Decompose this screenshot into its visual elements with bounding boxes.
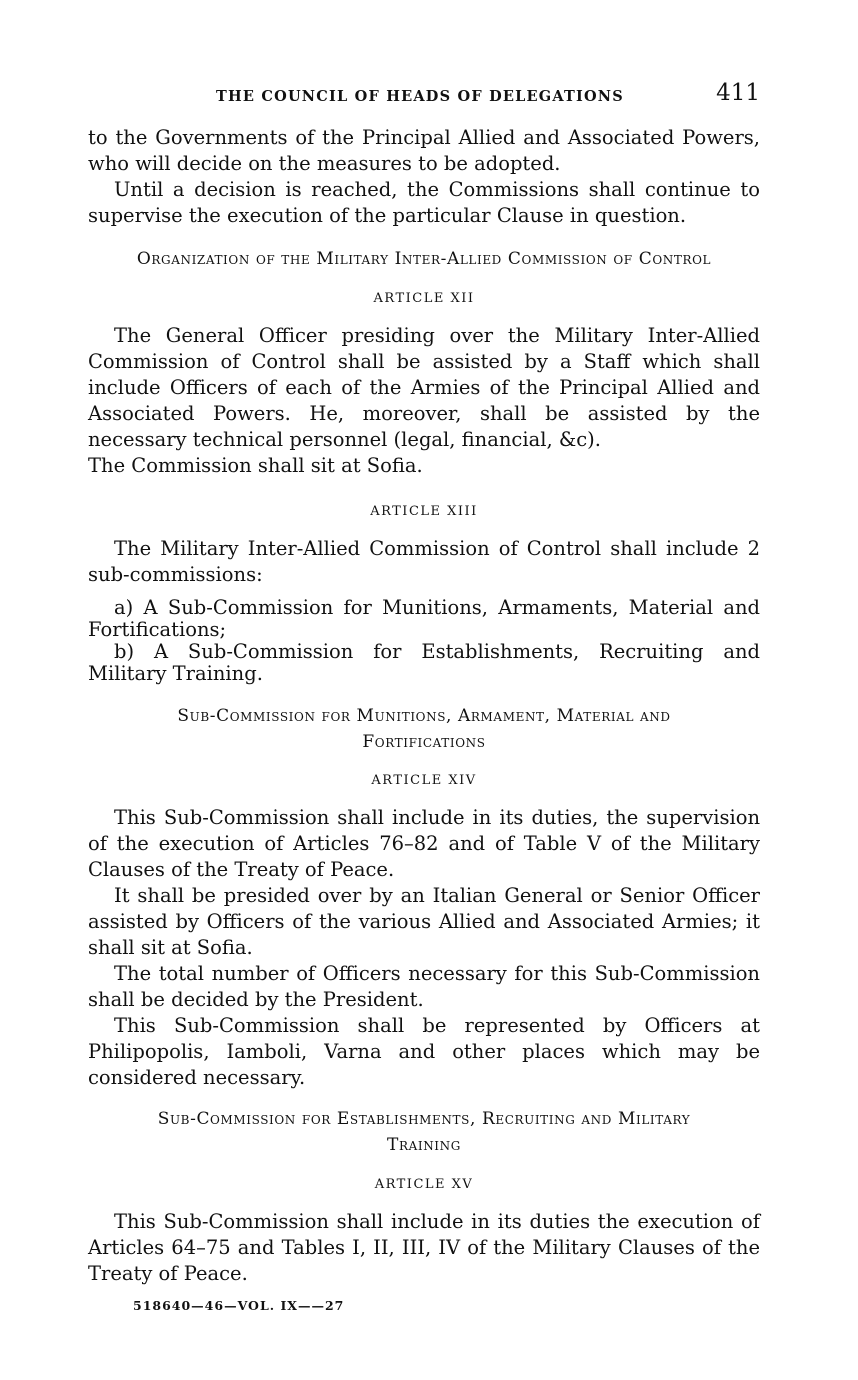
section-heading-establishments <box>88 1106 760 1158</box>
intro-paragraph-2: Until a decision is reached, the Commissions shall continue to supervise the execution of the particular Clause in question. <box>88 178 760 227</box>
article-12-body <box>88 323 760 479</box>
article-14-paragraph-2: It shall be presided over by an Italian General or Senior Officer assisted by Officers of the various Allied and Associated Armies; it shall sit at Sofia. <box>88 884 760 959</box>
section-heading-establishments-line-1: Sub-Commission for Establishments, Recruiting and Military <box>157 1109 691 1129</box>
running-title: THE COUNCIL OF HEADS OF DELEGATIONS <box>216 88 624 105</box>
section-heading-munitions-line-2: Fortifications <box>362 732 486 752</box>
article-12-paragraph-1: The General Officer presiding over the Military Inter-Allied Commission of Control shall be assisted by a Staff which shall include Officers of each of the Armies of the Principal Allied and Associated Powers. He, moreover, shall be assisted by the necessary technical personnel (legal, financial, &c). <box>88 324 760 451</box>
section-heading-munitions-line-1: Sub-Commission for Munitions, Armament, Material and <box>177 706 671 726</box>
article-13-list <box>88 597 760 685</box>
running-head <box>88 80 760 112</box>
article-13-body <box>88 536 760 588</box>
article-15-paragraph-1: This Sub-Commission shall include in its duties the execution of Articles 64–75 and Tables I, II, III, IV of the Military Clauses of the Treaty of Peace. <box>88 1210 760 1285</box>
article-14-paragraph-4: This Sub-Commission shall be represented by Officers at Philipopolis, Iamboli, Varna and other places which may be considered necessary. <box>88 1014 760 1089</box>
section-heading-organization: Organization of the Military Inter-Allied Commission of Control <box>136 249 712 269</box>
article-15-body <box>88 1209 760 1287</box>
page-number: 411 <box>716 80 760 106</box>
section-heading-establishments-line-2: Training <box>387 1135 461 1155</box>
section-heading-munitions <box>88 703 760 755</box>
article-14-paragraph-3: The total number of Officers necessary for this Sub-Commission shall be decided by the President. <box>88 962 760 1011</box>
article-14-body <box>88 805 760 1091</box>
article-14-paragraph-1: This Sub-Commission shall include in its duties, the supervision of the execution of Articles 76–82 and of Table V of the Military Clauses of the Treaty of Peace. <box>88 806 760 881</box>
intro-paragraph-1: to the Governments of the Principal Allied and Associated Powers, who will decide on the measures to be adopted. <box>88 126 760 175</box>
article-13-item-b: b) A Sub-Commission for Establishments, Recruiting and Military Training. <box>88 640 760 685</box>
article-15-title: ARTICLE XV <box>374 1177 474 1192</box>
intro-block <box>88 125 760 229</box>
article-13-paragraph-1: The Military Inter-Allied Commission of Control shall include 2 sub-commissions: <box>88 537 760 586</box>
article-13-title: ARTICLE XIII <box>370 504 478 519</box>
article-14-title: ARTICLE XIV <box>371 773 477 788</box>
printer-signature: 518640—46—VOL. IX——27 <box>133 1298 345 1313</box>
article-12-title: ARTICLE XII <box>373 291 475 306</box>
article-13-item-a: a) A Sub-Commission for Munitions, Armaments, Material and Fortifications; <box>88 596 760 641</box>
article-12-paragraph-2: The Commission shall sit at Sofia. <box>88 454 423 477</box>
